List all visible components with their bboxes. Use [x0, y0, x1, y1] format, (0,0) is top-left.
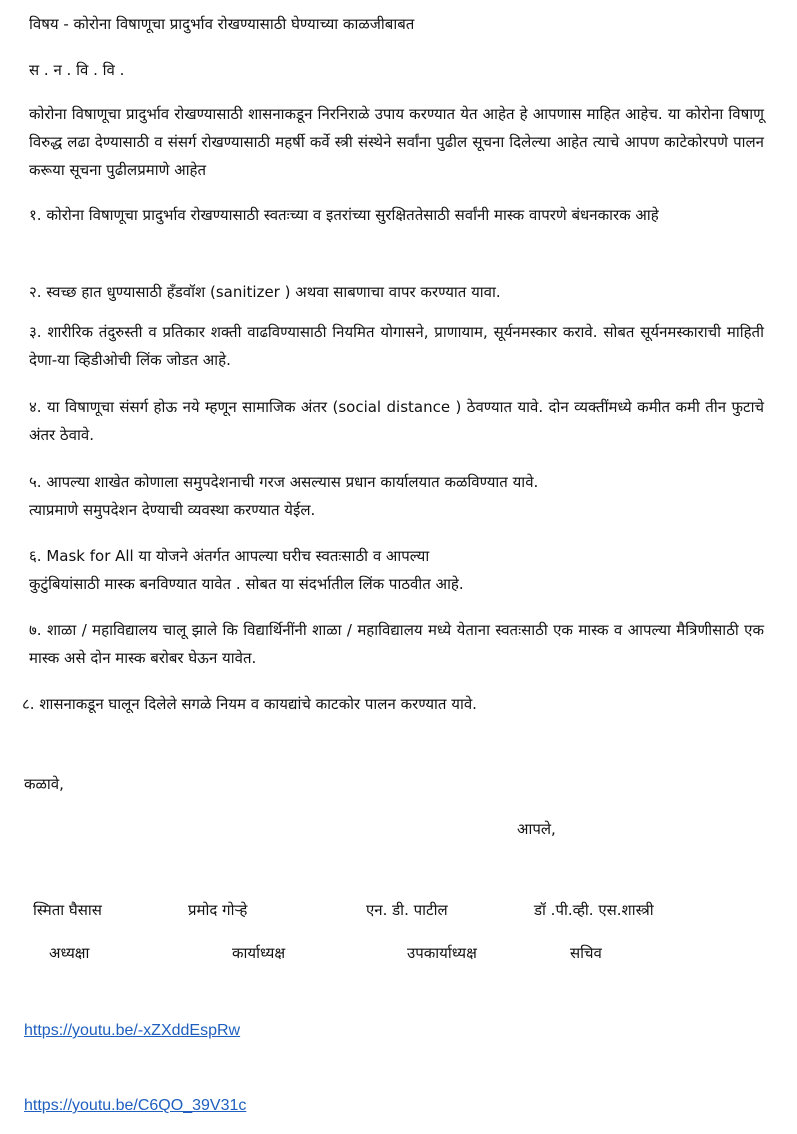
subject-line: विषय - कोरोना विषाणूचा प्रादुर्भाव रोखण्यासाठी घेण्याच्या काळजीबाबत [29, 15, 415, 33]
closing-text: कळावे, [24, 775, 64, 793]
video-link-1[interactable]: https://youtu.be/-xZXddEspRw [24, 1022, 241, 1039]
intro-paragraph: कोरोना विषाणूचा प्रादुर्भाव रोखण्यासाठी शासनाकडून निरनिराळे उपाय करण्यात येत आहेत हे आपणास माहित आहेच. या कोरोना विषाणू विरुद्ध लढा देण्यासाठी व संसर्ग रोखण्यासाठी महर्षी कर्वे स्त्री संस्थेने सर्वांना पुढील सूचना दिलेल्या आहेत त्याचे आपण काटेकोरपणे पालन करूया सूचना पुढीलप्रमाणे आहेत [29, 105, 764, 179]
point-6: ६. Mask for All या योजने अंतर्गत आपल्या घरीच स्वतःसाठी व आपल्या कुटुंबियांसाठी मास्क बनविण्यात यावेत . सोबत या संदर्भातील लिंक पाठवीत आहे. [29, 547, 464, 593]
signatory-name: डॉ .पी.व्ही. एस.शास्त्री [534, 901, 654, 919]
point-8: ८. शासनाकडून घालून दिलेले सगळे नियम व कायद्यांचे काटकोर पालन करण्यात यावे. [22, 695, 477, 713]
point-4: ४. या विषाणूचा संसर्ग होऊ नये म्हणून सामाजिक अंतर (social distance ) ठेवण्यात यावे. दोन व्यक्तींमध्ये कमीत कमी तीन फुटाचे अंतर ठेवावे. [29, 398, 764, 444]
salutation: स . न . वि . वि . [29, 61, 125, 79]
signatory-title: सचिव [570, 944, 602, 962]
signatory-name: प्रमोद गोऱ्हे [188, 901, 248, 919]
signatory-title: उपकार्याध्यक्ष [407, 944, 477, 962]
point-7: ७. शाळा / महाविद्यालय चालू झाले कि विद्यार्थिनींनी शाळा / महाविद्यालय मध्ये येताना स्वतःसाठी एक मास्क व आपल्या मैत्रिणीसाठी एक मास्क असे दोन मास्क बरोबर घेऊन यावेत. [29, 621, 764, 667]
signatory-name: स्मिता घैसास [33, 901, 102, 919]
signatory-title: कार्याध्यक्ष [232, 944, 286, 962]
point-2: २. स्वच्छ हात धुण्यासाठी हँडवॉश (sanitizer ) अथवा साबणाचा वापर करण्यात यावा. [29, 283, 501, 301]
signatory-title: अध्यक्षा [49, 944, 90, 962]
sign-off-text: आपले, [517, 820, 556, 838]
video-link-2[interactable]: https://youtu.be/C6QO_39V31c [24, 1097, 247, 1114]
signatory-name: एन. डी. पाटील [366, 901, 448, 919]
point-5: ५. आपल्या शाखेत कोणाला समुपदेशनाची गरज असल्यास प्रधान कार्यालयात कळविण्यात यावे. त्याप्रमाणे समुपदेशन देण्याची व्यवस्था करण्यात येईल. [29, 473, 539, 519]
point-3: ३. शारीरिक तंदुरुस्ती व प्रतिकार शक्ती वाढविण्यासाठी नियमित योगासने, प्राणायाम, सूर्यनमस्कार करावे. सोबत सूर्यनमस्काराची माहिती देणा-या व्हिडीओची लिंक जोडत आहे. [29, 323, 764, 369]
point-1: १. कोरोना विषाणूचा प्रादुर्भाव रोखण्यासाठी स्वतःच्या व इतरांच्या सुरक्षिततेसाठी सर्वांनी मास्क वापरणे बंधनकारक आहे [29, 206, 659, 224]
